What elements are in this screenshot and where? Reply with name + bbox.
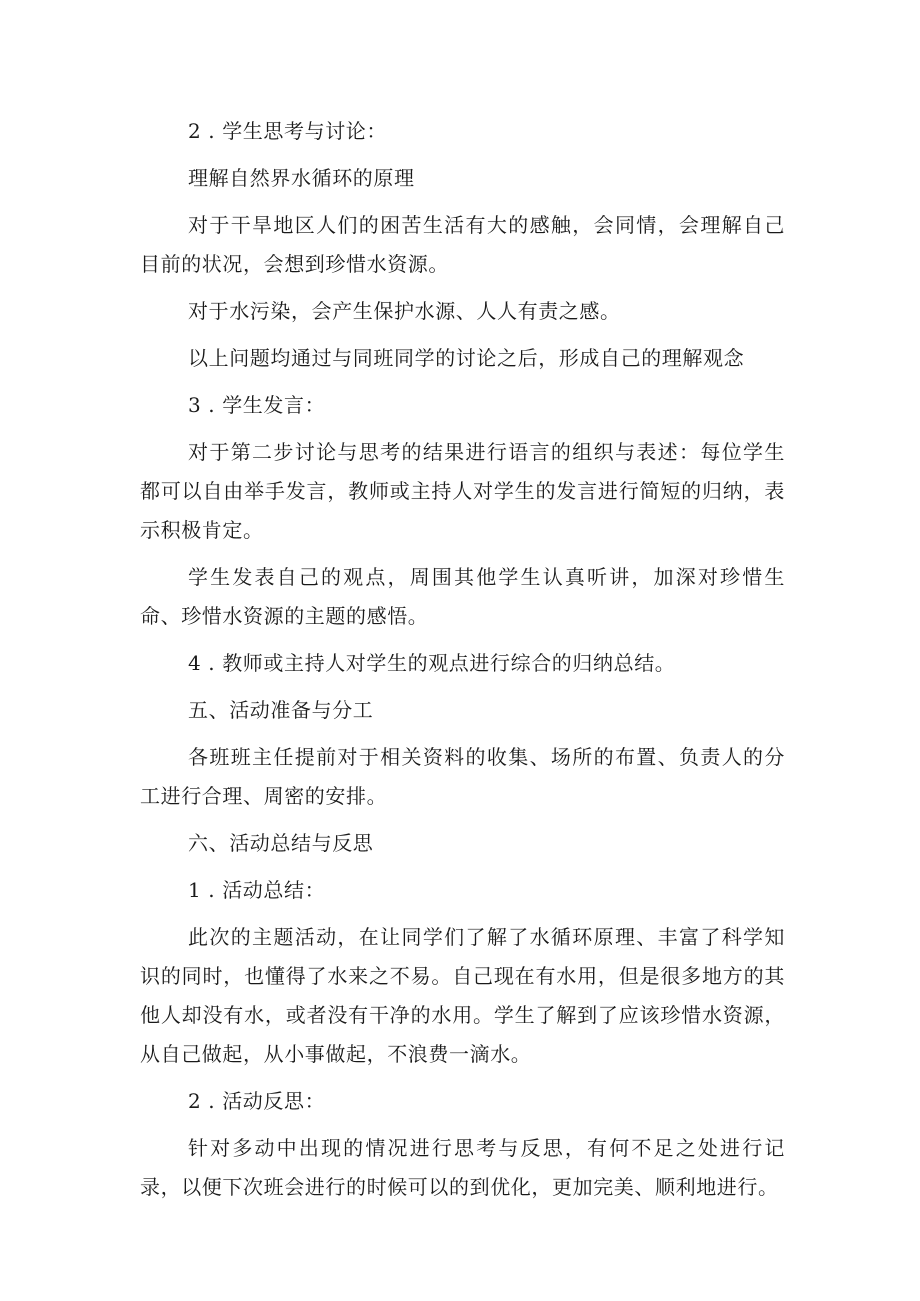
paragraph-step-2-heading: 2 . 学生思考与讨论： <box>188 119 387 143</box>
section-heading-preparation: 五、活动准备与分工 <box>188 698 374 722</box>
section-heading-summary-reflection: 六、活动总结与反思 <box>188 831 374 855</box>
paragraph-step-4-summary: 4 . 教师或主持人对学生的观点进行综合的归纳总结。 <box>188 651 676 675</box>
paragraph-summary-heading: 1 . 活动总结： <box>188 878 326 902</box>
paragraph-speech-organization: 对于第二步讨论与思考的结果进行语言的组织与表述：每位学生都可以自由举手发言，教师或主持人对学生的发言进行简短的归纳，表示积极肯定。 <box>140 440 785 542</box>
paragraph-water-cycle: 理解自然界水循环的原理 <box>188 166 415 190</box>
paragraph-preparation: 各班班主任提前对于相关资料的收集、场所的布置、负责人的分工进行合理、周密的安排。 <box>140 745 785 808</box>
paragraph-summary: 此次的主题活动，在让同学们了解了水循环原理、丰富了科学知识的同时，也懂得了水来之不易。自己现在有水用，但是很多地方的其他人却没有水，或者没有干净的水用。学生了解到了应该珍惜水资源，从自己做起，从小事做起，不浪费一滴水。 <box>140 925 785 1066</box>
paragraph-discussion: 以上问题均通过与同班同学的讨论之后，形成自己的理解观念 <box>188 346 745 370</box>
document-body <box>140 112 785 1215</box>
paragraph-reflection: 针对多动中出现的情况进行思考与反思，有何不足之处进行记录，以便下次班会进行的时候可以的到优化，更加完美、顺利地进行。 <box>140 1136 785 1199</box>
paragraph-students-views: 学生发表自己的观点，周围其他学生认真听讲，加深对珍惜生命、珍惜水资源的主题的感悟。 <box>140 565 785 628</box>
paragraph-reflection-heading: 2 . 活动反思： <box>188 1089 326 1113</box>
paragraph-drought-feelings: 对于干旱地区人们的困苦生活有大的感触，会同情，会理解自己目前的状况，会想到珍惜水资源。 <box>140 213 785 276</box>
paragraph-step-3-heading: 3 . 学生发言： <box>188 393 326 417</box>
paragraph-water-pollution: 对于水污染，会产生保护水源、人人有责之感。 <box>188 299 621 323</box>
